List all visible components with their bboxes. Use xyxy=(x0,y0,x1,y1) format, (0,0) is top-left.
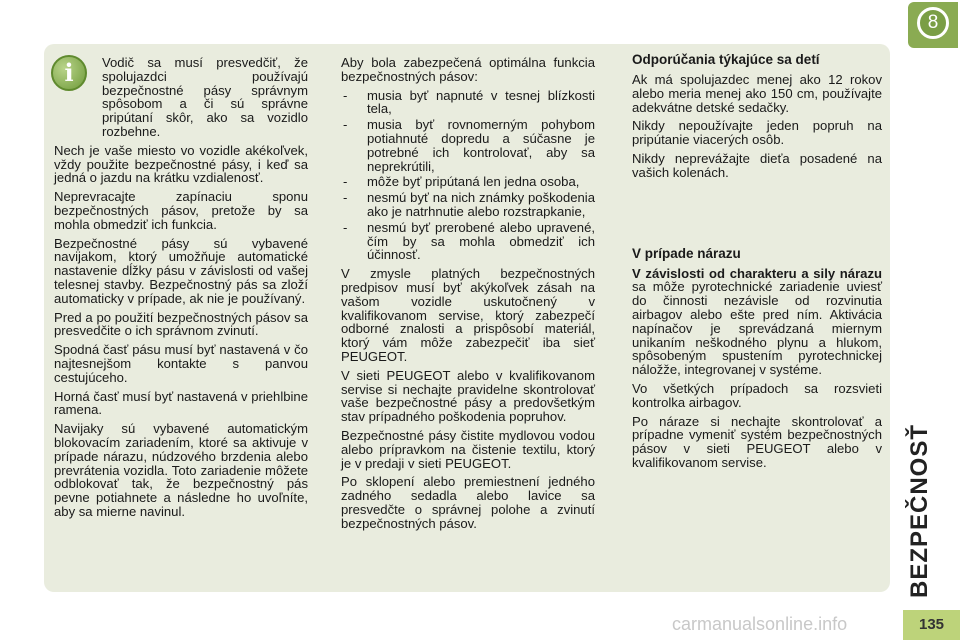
col1-paragraph: Pred a po použití bezpečnostných pásov sa presvedčite o ich správnom zvinutí. xyxy=(54,309,308,339)
list-item: - musia byť napnuté v tesnej blízkosti tela, xyxy=(341,89,595,117)
col2-intro: Aby bola zabezpečená optimálna funkcia bezpečnostných pásov: xyxy=(341,55,595,84)
chapter-number: 8 xyxy=(927,12,939,33)
list-item: - musia byť rovnomerným pohybom potiahnuté dopredu a súčasne je potrebné ich kontrolovať, aby sa neprekrútili, xyxy=(341,118,595,173)
col1-paragraph: Nech je vaše miesto vo vozidle akékoľvek, vždy použite bezpečnostné pásy, i keď sa jedná o jazdu na krátku vzdialenosť. xyxy=(54,142,308,186)
column-middle xyxy=(341,56,595,536)
info-icon: i xyxy=(51,55,87,91)
requirements-list xyxy=(341,89,595,263)
col1-paragraph: Neprevracajte zapínaciu sponu bezpečnostných pásov, pretože by sa mohla obmedziť ich funkcia. xyxy=(54,189,308,232)
watermark: carmanualsonline.info xyxy=(672,614,848,634)
column-left xyxy=(54,56,308,524)
col3-paragraph: Po náraze si nechajte skontrolovať a prípadne vymeniť systém bezpečnostných pásov v sieti PEUGEOT alebo v kvalifikovanom servise. xyxy=(632,413,882,470)
section-heading-crash: V prípade nárazu xyxy=(632,245,741,261)
column-right xyxy=(632,53,882,475)
spacer xyxy=(632,185,882,247)
col3-lead-paragraph xyxy=(632,267,882,377)
page-number: 135 xyxy=(918,616,945,633)
col1-paragraph: Horná časť musí byť nastavená v priehlbine ramena. xyxy=(54,388,308,418)
col2-paragraph: Bezpečnostné pásy čistite mydlovou vodou alebo prípravkom na čistenie textilu, ktorý je v predaji v sieti PEUGEOT. xyxy=(341,427,595,471)
col1-paragraph: Navijaky sú vybavené automatickým blokovacím zariadením, ktoré sa aktivuje v prípade nárazu, núdzového brzdenia alebo prevrátenia vozidla. Toto zariadenie môžete odblokovať tak, že bezpečnostný pás pevne potiahnete a následne ho uvoľníte, aby sa mierne navinul. xyxy=(54,421,308,519)
chapter-number-icon xyxy=(917,7,949,39)
col1-paragraph: Spodná časť pásu musí byť nastavená v čo najtesnejšom kontakte s panvou cestujúceho. xyxy=(54,342,308,385)
list-item: - môže byť pripútaná len jedna osoba, xyxy=(341,175,595,189)
col2-paragraph: V sieti PEUGEOT alebo v kvalifikovanom servise si nechajte pravidelne skontrolovať vaše bezpečnostné pásy a predovšetkým stav prípadného poškodenia popruhov. xyxy=(341,367,595,425)
col3-paragraph: Ak má spolujazdec menej ako 12 rokov alebo meria menej ako 150 cm, používajte adekvátne detské sedačky. xyxy=(632,72,882,115)
col1-paragraph: Vodič sa musí presvedčiť, že spolujazdci používajú bezpečnostné pásy správnym spôsobom a či sú správne pripútaní skôr, ako sa vozidlo rozbehne. xyxy=(102,55,308,139)
col2-paragraph: Po sklopení alebo premiestnení jedného zadného sedadla alebo lavice sa presvedčte o správnej polohe a zvinutí bezpečnostných pásov. xyxy=(341,474,595,531)
col2-paragraph: V zmysle platných bezpečnostných predpisov musí byť akýkoľvek zásah na vašom vozidle uskutočnený v kvalifikovanom servise, ktorý zabezpečí odborné znalosti a prispôsobí materiál, ktorý vám môže zabezpečiť iba sieť PEUGEOT. xyxy=(341,266,595,364)
col3-paragraph: Vo všetkých prípadoch sa rozsvieti kontrolka airbagov. xyxy=(632,380,882,410)
section-heading-children: Odporúčania týkajúce sa detí xyxy=(632,52,820,67)
col1-paragraph: Bezpečnostné pásy sú vybavené navijakom, ktorý umožňuje automatické nastavenie dĺžky pásu v závislosti od vašej telesnej stavby. Bezpečnostný pás sa zloží automaticky v prípade, ak nie je používaný. xyxy=(54,235,308,306)
list-item: - nesmú byť na nich známky poškodenia ako je natrhnutie alebo rozstrapkanie, xyxy=(341,191,595,219)
chapter-tab xyxy=(908,2,958,48)
col3-paragraph: Nikdy nepoužívajte jeden popruh na pripútanie viacerých osôb. xyxy=(632,118,882,148)
lead-rest: sa môže pyrotechnické zariadenie uviesť do činnosti nezávisle od rozvinutia airbagov alebo ešte pred ním. Aktivácia napínačov je sprevádzaná miernym unikaním neškodného plynu a hlukom, spôsobeným spustením pyrotechnickej náložže, integrovanej v systéme. xyxy=(632,279,882,378)
page-number-box xyxy=(903,610,960,640)
col3-paragraph: Nikdy neprevážajte dieťa posadené na vašich kolenách. xyxy=(632,150,882,180)
chapter-title: BEZPEČNOSŤ xyxy=(906,423,933,598)
bold-lead: V závislosti od charakteru a sily nárazu xyxy=(632,265,882,281)
list-item: - nesmú byť prerobené alebo upravené, čím by sa mohla obmedziť ich účinnosť. xyxy=(341,221,595,262)
